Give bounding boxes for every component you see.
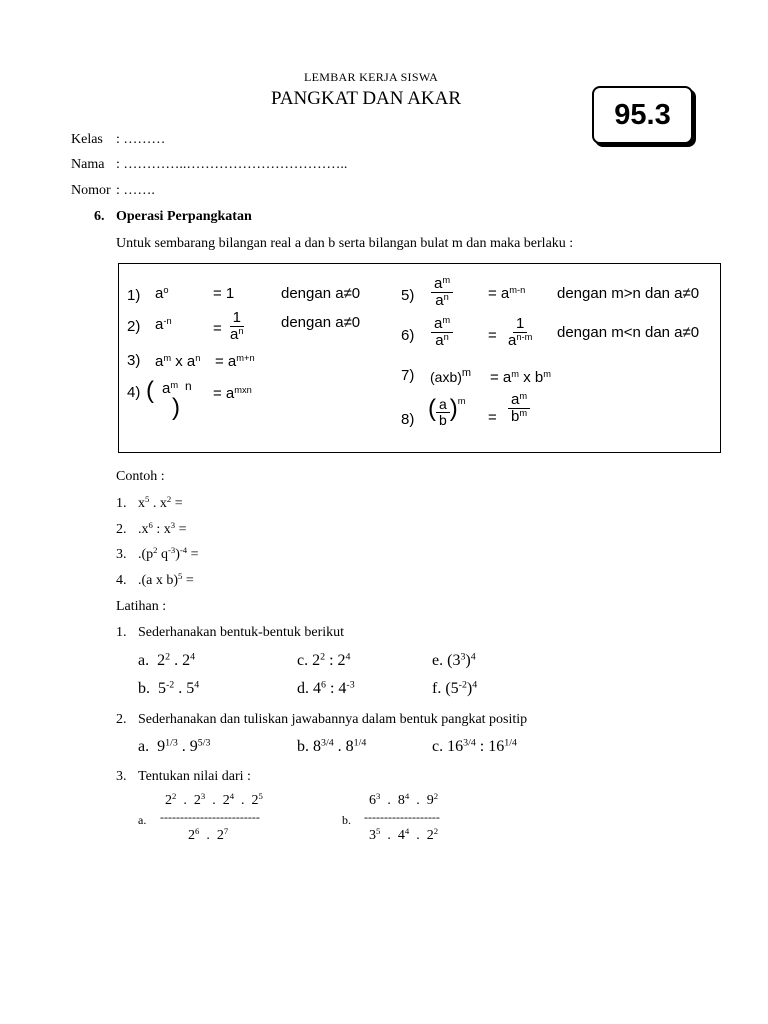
q3b-label: b. <box>342 813 351 827</box>
rule-4-outer-exponent: n <box>185 379 192 393</box>
rule-5-fraction: $\frac{a^m}{a^n}$ <box>431 276 453 309</box>
rule-8-number: 8) <box>401 411 415 428</box>
rule-3-number: 3) <box>127 352 141 369</box>
info-value-kelas: : ……… <box>116 132 166 147</box>
contoh-item: $.(p^2$ $q^{-3})^{-4}$ = <box>138 545 199 562</box>
rule-1-condition: dengan a≠0 <box>281 285 361 302</box>
rule-2-lhs: $a^{-n}$ <box>155 315 172 333</box>
rule-2-number: 2) <box>127 318 141 335</box>
question-3-number: 3. <box>116 769 127 784</box>
q2-option-c: c. $16^{3/4}$ : $16^{1/4}$ <box>432 737 517 755</box>
section-intro: Untuk sembarang bilangan real a dan b serta bilangan bulat m dan maka berlaku : <box>116 236 574 251</box>
info-label-nama: Nama <box>71 157 105 172</box>
question-3-text: Tentukan nilai dari : <box>138 769 251 784</box>
rule-7-rhs: = $a^m$ x $b^m$ <box>490 368 551 386</box>
info-value-nama: : …………..…………………………….. <box>116 157 348 172</box>
contoh-item-number: 4. <box>116 573 127 588</box>
q1-option-b: b. $5^{-2}$ . $5^4$ <box>138 679 200 697</box>
info-label-nomor: Nomor <box>71 183 111 198</box>
rule-4-base: $a^m$ <box>162 379 179 397</box>
q1-option-d: d. $4^6$ : $4^{-3}$ <box>297 679 355 697</box>
worksheet-title: PANGKAT DAN AKAR <box>271 88 462 109</box>
q3a-fraction-line: ------------------------- <box>160 810 260 824</box>
q1-option-c: c. $2^2$ : $2^4$ <box>297 651 351 669</box>
rule-7-number: 7) <box>401 367 415 384</box>
q3a-label: a. <box>138 813 147 827</box>
section-title: Operasi Perpangkatan <box>116 209 252 224</box>
rule-1-rhs: = 1 <box>213 285 235 302</box>
rule-3-rhs: = $a^{m+n}$ <box>215 352 255 370</box>
rule-7-lhs: (axb)$^m$ <box>430 366 472 385</box>
q3b-fraction-line: ------------------- <box>364 810 440 824</box>
rule-8-result: $\frac{a^m}{b^m}$ <box>508 392 530 425</box>
rule-5-rhs: = $a^{m-n}$ <box>488 284 526 302</box>
info-label-kelas: Kelas <box>71 132 103 147</box>
q1-option-a: a. $2^2$ . $2^4$ <box>138 651 196 669</box>
worksheet-subtitle: LEMBAR KERJA SISWA <box>304 70 439 84</box>
question-2-number: 2. <box>116 712 127 727</box>
rule-3-lhs: $a^m$ x $a^n$ <box>155 352 201 370</box>
worksheet-code: 95.3 <box>614 98 671 131</box>
q3b-denominator: $3^5$ . $4^4$ . $2^2$ <box>369 826 439 843</box>
q1-option-e: e. $(3^3)^4$ <box>432 651 476 669</box>
rule-4-number: 4) <box>127 384 141 401</box>
rule-5-condition: dengan m>n dan a≠0 <box>557 285 700 302</box>
question-1-number: 1. <box>116 625 127 640</box>
worksheet-code-badge <box>592 86 693 144</box>
rule-6-fraction: $\frac{a^m}{a^n}$ <box>431 316 453 349</box>
contoh-item-number: 2. <box>116 522 127 537</box>
contoh-title: Contoh : <box>116 469 165 484</box>
q3a-numerator: $2^2$ . $2^3$ . $2^4$ . $2^5$ <box>165 791 263 808</box>
q2-option-b: b. $8^{3/4}$ . $8^{1/4}$ <box>297 737 367 755</box>
q1-option-f: f. $(5^{-2})^4$ <box>432 679 478 697</box>
contoh-item: .(a x b)$^5$ = <box>138 571 194 588</box>
latihan-title: Latihan : <box>116 599 167 614</box>
question-1-text: Sederhanakan bentuk-bentuk berikut <box>138 625 345 640</box>
rule-4-paren-open: ( <box>146 377 154 404</box>
rule-6-equals: = <box>488 327 497 344</box>
info-value-nomor: : ……. <box>116 183 155 198</box>
rule-6-number: 6) <box>401 327 415 344</box>
rule-4-rhs: = $a^{mxn}$ <box>213 384 252 402</box>
rule-2-fraction: $\frac{1}{a^n}$ <box>230 309 244 343</box>
rule-8-equals: = <box>488 409 497 426</box>
rule-1-number: 1) <box>127 287 141 304</box>
contoh-item-number: 1. <box>116 496 127 511</box>
rule-6-condition: dengan m<n dan a≠0 <box>557 324 700 341</box>
q3a-denominator: $2^6$ . $2^7$ <box>188 826 229 843</box>
rule-2-condition: dengan a≠0 <box>281 314 361 331</box>
contoh-item: $x^5$ . $x^2$ = <box>138 494 183 511</box>
rule-1-lhs: $a^o$ <box>155 284 169 302</box>
rule-6-result: $\frac{1}{a^{n-m}}$ <box>508 315 533 349</box>
q3b-numerator: $6^3$ . $8^4$ . $9^2$ <box>369 791 439 808</box>
rule-2-equals: = <box>213 320 222 337</box>
rule-4-paren-close: ) <box>172 394 180 421</box>
contoh-item-number: 3. <box>116 547 127 562</box>
contoh-item: $.x^6$ : $x^3$ = <box>138 520 187 537</box>
question-2-text: Sederhanakan dan tuliskan jawabannya dalam bentuk pangkat positip <box>138 712 528 727</box>
rule-8-lhs: ( $\frac{a}{b}$ )$^m$ <box>428 395 466 428</box>
rule-5-number: 5) <box>401 287 415 304</box>
section-number: 6. <box>94 209 105 224</box>
q2-option-a: a. $9^{1/3}$ . $9^{5/3}$ <box>138 737 211 755</box>
